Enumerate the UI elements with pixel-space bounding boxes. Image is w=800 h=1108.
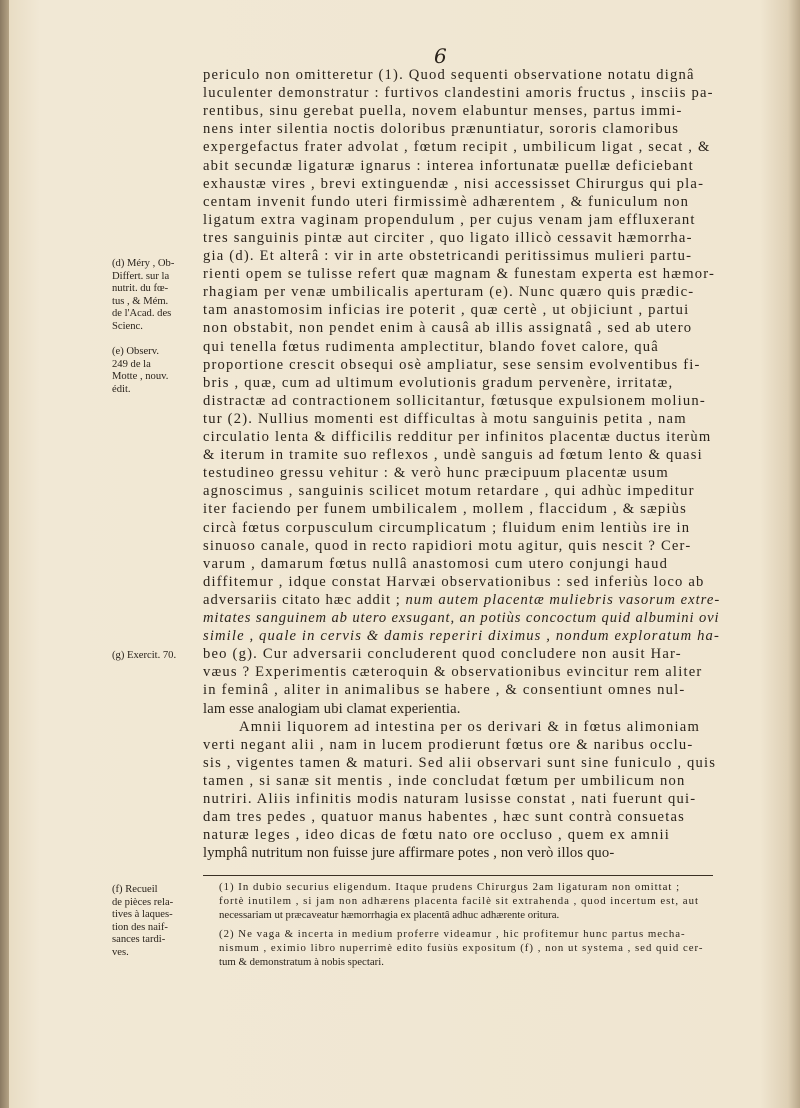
- body-line: nens inter silentia noctis doloribus prænuntiatur, sororis clamoribus: [203, 121, 680, 138]
- body-line: naturæ leges , ideo dicas de fœtu nato ore occluso , quem ex amnii: [203, 827, 671, 844]
- body-line: simile , quale in cervis & damis reperiri diximus , nondum exploratum ha-: [203, 628, 720, 645]
- body-line: non obstabit, non pendet enim à causâ ab illis assignatâ , sed ab utero: [203, 320, 693, 337]
- body-line: gia (d). Et alterâ : vir in arte obstetricandi peritissimus mulieri partu-: [203, 248, 693, 264]
- body-line: tamen , si sanæ sit mentis , inde concludat fœtum per umbilicum non: [203, 772, 686, 789]
- page-gutter-edge: [0, 0, 9, 1108]
- margin-note-line: 249 de la: [112, 358, 151, 370]
- body-line: tres sanguinis pintæ aut circiter , quo ligato illicò cessavit hæmorrha-: [203, 229, 693, 246]
- body-line: diffitemur , idque constat Harvæi observationibus : sed inferiùs loco ab: [203, 573, 705, 590]
- body-line: luculenter demonstratur : furtivos clandestini amoris fructus , insciis pa-: [203, 85, 714, 102]
- body-line: distractæ ad contractionem sollicitantur, fœtusque expulsionem moliun-: [203, 392, 706, 409]
- body-line: lymphâ nutritum non fuisse jure affirmare potes , non verò illos quo-: [203, 845, 615, 862]
- body-line: tur (2). Nullius momenti est difficultas à motu sanguinis petita , nam: [203, 410, 687, 427]
- margin-note-line: tus , & Mém.: [112, 295, 169, 307]
- body-line: verti negant alii , nam in lucem prodierunt fœtus ore & naribus occlu-: [203, 736, 694, 753]
- body-line: expergefactus frater advolat , fœtum recipit , umbilicum ligat , secat , &: [203, 139, 711, 156]
- margin-note-line: Differt. sur la: [112, 270, 170, 282]
- body-line: rhagiam per venæ umbilicalis aperturam (e). Nunc quæro quis prædic-: [203, 284, 695, 301]
- body-line: exhaustæ vires , brevi extinguendæ , nisi accessisset Chirurgus qui pla-: [203, 175, 705, 192]
- body-line: sis , vigentes tamen & maturi. Sed alii observari sunt sine funiculo , quis: [203, 754, 717, 771]
- footnote-line: necessariam ut præcaveatur hæmorrhagia ex placentâ adhuc adhærente oritura.: [219, 909, 560, 922]
- footnote-line: nismum , eximio libro nuperrimè edito fusiùs expositum (f) , non ut systema , sed quid cer-: [219, 941, 704, 954]
- page-number: 6: [434, 44, 447, 68]
- body-line: ligatum extra vaginam propendulum , per cujus venam jam effluxerant: [203, 211, 696, 228]
- body-line: testudineo gressu vehitur : & verò hunc præcipuum placentæ usum: [203, 465, 669, 482]
- body-line: proportione crescit obsequi osè ampliatur, sese sensim evolventibus fi-: [203, 356, 701, 373]
- body-line: abit secundæ ligaturæ ignarus : interea infortunatæ puellæ deficiebant: [203, 157, 694, 174]
- margin-note-line: nutrit. du fœ-: [112, 283, 169, 294]
- body-line: bris , quæ, cum ad ultimum evolutionis gradum pervenère, irritatæ,: [203, 374, 674, 391]
- body-line: circulatio lenta & difficilis redditur per infinitos placentæ ductus iterùm: [203, 429, 712, 445]
- body-line: qui tenella fœtus rudimenta amplectitur, blando fovet calore, quâ: [203, 338, 659, 355]
- body-line: tam anastomosim inficias ire poterit , quæ certè , ut objiciunt , partui: [203, 302, 690, 319]
- body-line: varum , damarum fœtus nullâ anastomosi cum utero conjungi haud: [203, 555, 669, 572]
- body-line: rentibus, sinu gerebat puella, novem elabuntur menses, partus immi-: [203, 103, 683, 120]
- body-line: agnoscimus , sanguinis scilicet motum retardare , qui adhùc impeditur: [203, 483, 695, 500]
- body-line: væus ? Experimentis cæteroquin & observationibus evincitur rem aliter: [203, 664, 703, 681]
- body-line: iter faciendo per funem umbilicalem , mollem , flaccidum , & sæpiùs: [203, 501, 688, 518]
- margin-note-line: (f) Recueil: [112, 884, 158, 895]
- body-line: Amnii liquorem ad intestina per os derivari & in fœtus alimoniam: [239, 718, 701, 735]
- margin-note-line: (e) Observ.: [112, 346, 159, 357]
- margin-note-line: sances tardi-: [112, 934, 166, 945]
- margin-note-line: tion des naif-: [112, 921, 168, 933]
- footnote-line: fortè inutilem , si jam non adhærens placenta facilè sit extrahenda , quod incertum est, aut: [219, 895, 699, 908]
- body-line: nutriri. Aliis infinitis modis naturam lusisse constat , nati fuerunt qui-: [203, 791, 697, 807]
- body-line: dam tres pedes , quatuor manus habentes , hæc sunt contrà consuetas: [203, 809, 686, 826]
- body-line: mitates sanguinem ab utero exsugant, an potiùs concoctum quid albumini ovi: [203, 610, 720, 626]
- footnote-line: tum & demonstratum à nobis spectari.: [219, 956, 384, 968]
- body-line: circà fœtus corpusculum circumplicatum ; fluidum enim lentiùs ire in: [203, 519, 691, 536]
- body-line: sinuoso canale, quod in recto rapidiori motu agitur, quis nescit ? Cer-: [203, 537, 692, 554]
- body-line: adversariis citato hæc addit ; num autem placentæ muliebris vasorum extre-: [203, 591, 721, 608]
- margin-note-line: ves.: [112, 946, 129, 958]
- margin-note-line: (g) Exercit. 70.: [112, 650, 177, 661]
- footnote-line: (1) In dubio securius eligendum. Itaque prudens Chirurgus 2am ligaturam non omittat ;: [219, 881, 681, 893]
- body-line: beo (g). Cur adversarii concluderent quod concludere non ausit Har-: [203, 646, 682, 663]
- body-line: & iterum in tramite suo reflexos , undè sanguis ad fœtum lento & quasi: [203, 447, 703, 464]
- body-line: in feminâ , aliter in animalibus se habere , & consentiunt omnes nul-: [203, 682, 686, 699]
- margin-note-line: Scienc.: [112, 320, 143, 332]
- body-line: periculo non omitteretur (1). Quod sequenti observatione notatu dignâ: [203, 67, 695, 83]
- body-line: centam invenit fundo uteri firmissimè adhærentem , & funiculum non: [203, 193, 690, 210]
- margin-note-line: de pièces rela-: [112, 896, 174, 908]
- margin-note-line: de l'Acad. des: [112, 308, 172, 319]
- margin-note-line: tives à laques-: [112, 909, 173, 920]
- body-line: lam esse analogiam ubi clamat experientia.: [203, 700, 461, 717]
- body-line: rienti opem se tulisse refert quæ magnam & funestam experta est hæmor-: [203, 266, 716, 283]
- footnote-rule: [203, 875, 713, 876]
- margin-note-line: Motte , nouv.: [112, 371, 169, 382]
- margin-note-line: (d) Méry , Ob-: [112, 258, 175, 269]
- margin-note-line: édit.: [112, 383, 131, 395]
- footnote-line: (2) Ne vaga & incerta in medium proferre videamur , hic profitemur hunc partus mecha-: [219, 927, 686, 940]
